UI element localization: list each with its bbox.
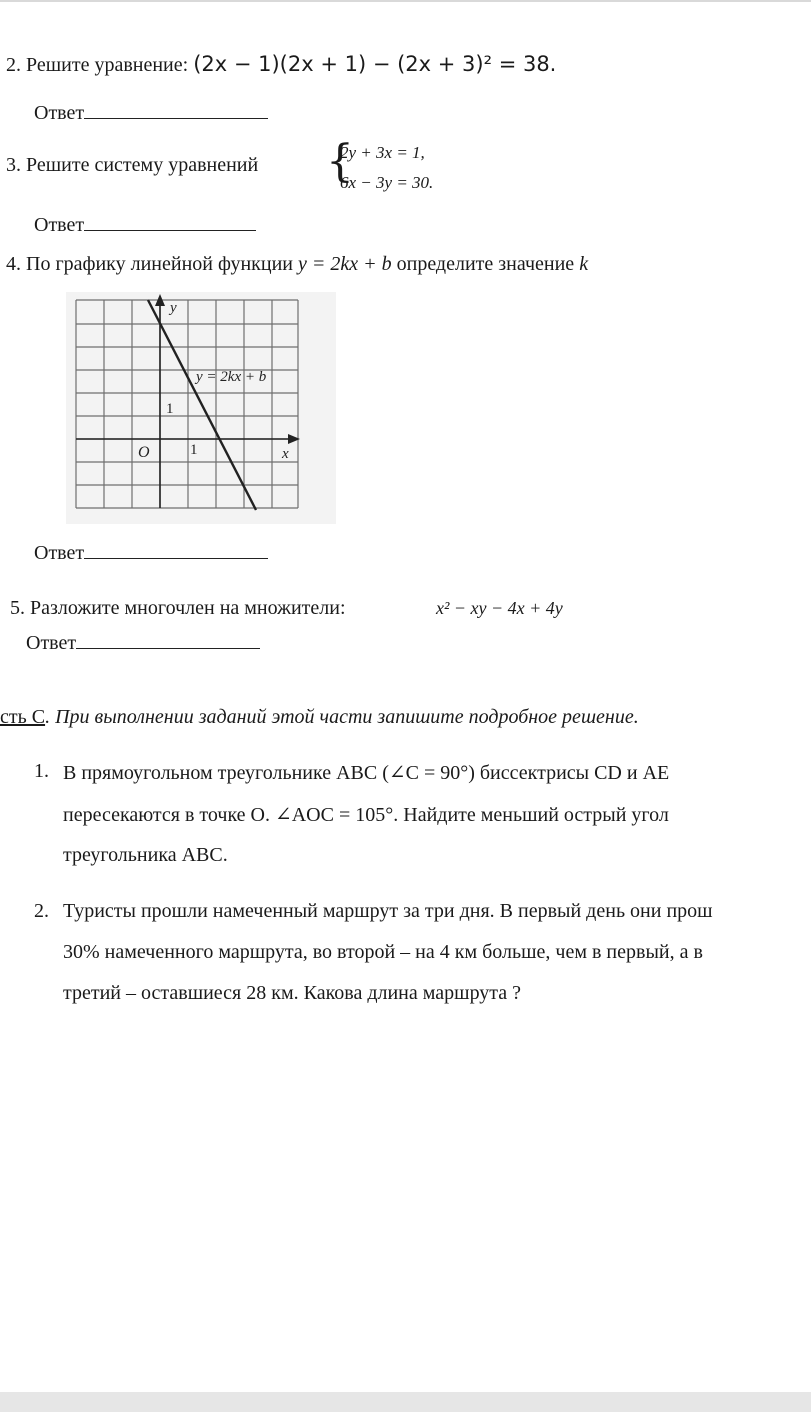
c1-line-2: пересекаются в точке O. ∠AOC = 105°. Найдите меньший острый угол bbox=[63, 804, 669, 826]
q4-label-end: определите значение bbox=[396, 253, 575, 275]
c2-number: 2. bbox=[34, 900, 49, 922]
q2-answer-line bbox=[34, 100, 268, 125]
answer-label: Ответ bbox=[34, 214, 85, 236]
c2-line-2: 30% намеченного маршрута, во второй – на 4 км больше, чем в первый, а в bbox=[63, 941, 703, 963]
top-border bbox=[0, 0, 811, 2]
q4-label-start: По графику линейной функции bbox=[26, 253, 293, 275]
q4-formula: y = 2kx + b bbox=[297, 253, 392, 275]
answer-blank[interactable] bbox=[84, 540, 268, 559]
answer-blank[interactable] bbox=[84, 100, 268, 119]
y-unit-label: 1 bbox=[166, 401, 174, 417]
system-brace: { bbox=[326, 136, 354, 187]
q3-eq2: 6x − 3y = 30. bbox=[340, 173, 434, 192]
line-equation-label: y = 2kx + b bbox=[196, 369, 267, 385]
answer-blank[interactable] bbox=[76, 630, 260, 649]
q4-number: 4. bbox=[6, 253, 21, 275]
part-c-header bbox=[0, 706, 639, 729]
c1-number: 1. bbox=[34, 760, 49, 782]
q5-expression: x² − xy − 4x + 4y bbox=[436, 598, 563, 618]
origin-label: O bbox=[138, 444, 150, 461]
part-c-title: сть С bbox=[0, 706, 46, 728]
part-c-instruction: . При выполнении заданий этой части запишите подробное решение. bbox=[45, 706, 639, 728]
c2-line-3: третий – оставшиеся 28 км. Какова длина маршрута ? bbox=[63, 982, 522, 1004]
y-axis-label: y bbox=[170, 300, 177, 316]
q4-variable: k bbox=[579, 253, 589, 275]
question-4 bbox=[6, 253, 588, 276]
bottom-edge bbox=[0, 1392, 811, 1412]
answer-label: Ответ bbox=[26, 632, 77, 654]
q3-number: 3. bbox=[6, 154, 21, 176]
q2-number: 2. bbox=[6, 54, 21, 76]
q2-label: Решите уравнение: bbox=[26, 54, 189, 76]
answer-label: Ответ bbox=[34, 102, 85, 124]
question-5 bbox=[10, 597, 346, 620]
c1-line-3: треугольника ABC. bbox=[63, 844, 228, 866]
q2-equation: (2x − 1)(2x + 1) − (2x + 3)² = 38. bbox=[193, 52, 557, 76]
q5-answer-line bbox=[26, 630, 260, 655]
c1-line-1: В прямоугольном треугольнике ABC (∠C = 90°) биссектрисы CD и AE bbox=[63, 762, 670, 784]
x-axis-label: x bbox=[282, 446, 289, 462]
c2-line-1: Туристы прошли намеченный маршрут за три дня. В первый день они прош bbox=[63, 900, 713, 922]
x-unit-label: 1 bbox=[190, 442, 198, 458]
graph-background bbox=[66, 292, 336, 524]
question-2 bbox=[6, 52, 556, 77]
q4-answer-line bbox=[34, 540, 268, 565]
q3-system bbox=[340, 138, 433, 198]
q5-label: Разложите многочлен на множители: bbox=[30, 597, 346, 619]
answer-label: Ответ bbox=[34, 542, 85, 564]
q5-number: 5. bbox=[10, 597, 25, 619]
linear-function-graph bbox=[66, 292, 336, 524]
q3-eq1: 2y + 3x = 1, bbox=[340, 143, 425, 162]
q3-label: Решите систему уравнений bbox=[26, 154, 259, 176]
answer-blank[interactable] bbox=[84, 212, 256, 231]
question-3 bbox=[6, 154, 258, 177]
q3-answer-line bbox=[34, 212, 256, 237]
